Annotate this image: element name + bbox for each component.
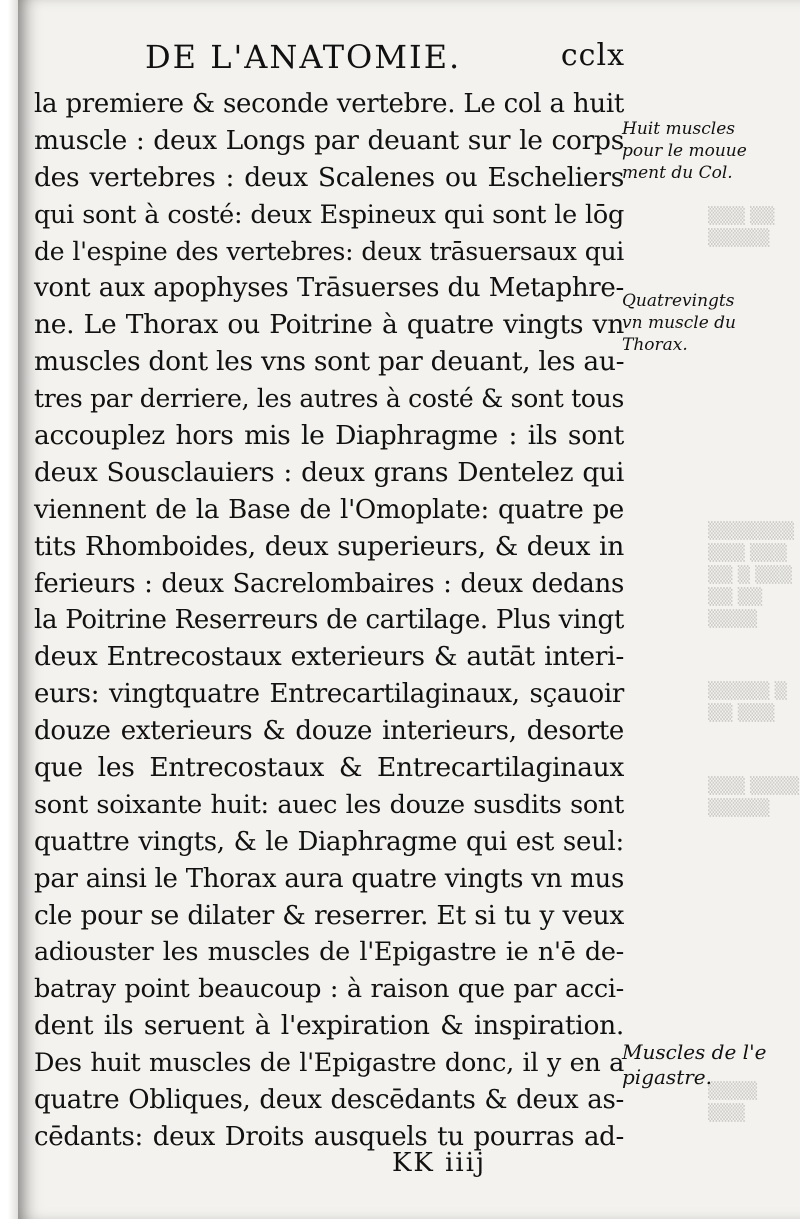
text-line: la premiere & seconde vertebre. Le col a huit xyxy=(34,89,624,119)
text-line: qui sont à costé: deux Espineux qui sont le lōg xyxy=(34,199,624,230)
text-line: batray point beaucoup : à raison que par acci- xyxy=(34,974,624,1005)
margin-note-line: Huit muscles xyxy=(622,119,735,139)
text-line: adiouster les muscles de l'Epigastre ie n'ē de- xyxy=(34,937,624,968)
text-line: sont soixante huit: auec les douze susdits sont xyxy=(34,789,624,820)
text-line: vont aux apophyses Trāsuerses du Metaphre- xyxy=(34,273,624,304)
text-line: douze exterieurs & douze interieurs, desorte xyxy=(34,716,624,747)
text-line: muscle : deux Longs par deuant sur le corps xyxy=(34,124,624,156)
text-line: quatre Obliques, deux descēdants & deux as- xyxy=(34,1085,624,1116)
page-gutter xyxy=(0,0,20,1219)
margin-note-line: vn muscle du xyxy=(622,313,737,333)
margin-note-neck-muscles xyxy=(622,118,772,184)
text-line: tres par derriere, les autres à costé & sont tous xyxy=(34,384,624,414)
margin-note-line: Quatrevingts xyxy=(622,291,735,311)
bleed-through-text: ▒▒▒ ▒▒▒▒ ▒▒▒▒▒ xyxy=(708,776,800,817)
text-line: viennent de la Base de l'Omoplate: quatre pe xyxy=(34,494,624,525)
text-line: cle pour se dilater & reserrer. Et si tu y veux xyxy=(34,899,624,931)
text-line: deux Sousclauiers : deux grans Dentelez qui xyxy=(34,456,624,488)
text-line: deux Entrecostaux exterieurs & autāt interi- xyxy=(34,641,624,673)
folio-number: cclx xyxy=(560,38,625,73)
margin-note-line: ment du Col. xyxy=(622,163,733,183)
margin-note-line: pigastre. xyxy=(622,1065,712,1089)
margin-note-epigastre-muscles xyxy=(622,1040,772,1090)
text-line: de l'espine des vertebres: deux trāsuersaux qui xyxy=(34,236,624,266)
text-line: tits Rhomboides, deux superieurs, & deux in xyxy=(34,530,624,562)
text-line: la Poitrine Reserreurs de cartilage. Plus vingt xyxy=(34,605,624,636)
text-line: muscles dont les vns sont par deuant, les au- xyxy=(34,346,625,378)
margin-note-line: Muscles de l'e xyxy=(622,1040,767,1064)
margin-note-thorax-muscles xyxy=(622,290,772,356)
text-line: accouplez hors mis le Diaphragme : ils sont xyxy=(34,420,624,452)
bleed-through-text: ▒▒▒▒▒ ▒ ▒▒ ▒▒▒ xyxy=(708,681,787,722)
body-text xyxy=(34,86,624,1156)
bleed-through-text: ▒▒▒ ▒▒ ▒▒▒▒▒ xyxy=(708,206,775,247)
bleed-through-text: ▒▒▒▒ ▒▒▒ xyxy=(708,1081,758,1122)
page-header xyxy=(145,38,625,82)
text-line: ne. Le Thorax ou Poitrine à quatre vingts vn xyxy=(34,309,624,341)
text-line: dent ils seruent à l'expiration & inspiration. xyxy=(34,1010,624,1042)
text-line: Des huit muscles de l'Epigastre donc, il y en a xyxy=(34,1048,624,1079)
margin-note-line: pour le mouue xyxy=(622,141,747,161)
text-line: que les Entrecostaux & Entrecartilaginaux xyxy=(34,752,624,784)
running-title: DE L'ANATOMIE. xyxy=(145,38,462,76)
bleed-through-text: ▒▒▒▒▒▒▒ ▒▒▒ ▒▒▒ ▒▒ ▒ ▒▒▒ ▒▒ ▒▒ ▒▒▒▒ xyxy=(708,521,795,628)
text-line: eurs: vingtquatre Entrecartilaginaux, sçauoir xyxy=(34,679,624,710)
text-line: par ainsi le Thorax aura quatre vingts vn mus xyxy=(34,863,624,894)
margin-note-line: Thorax. xyxy=(622,335,688,355)
text-line: cēdants: deux Droits ausquels tu pourras ad- xyxy=(34,1121,624,1152)
signature-mark: KK iiij xyxy=(392,1148,487,1178)
text-line: ferieurs : deux Sacrelombaires : deux dedans xyxy=(34,568,624,599)
text-line: quattre vingts, & le Diaphragme qui est seul: xyxy=(34,826,624,857)
text-line: des vertebres : deux Scalenes ou Escheliers xyxy=(34,161,624,193)
